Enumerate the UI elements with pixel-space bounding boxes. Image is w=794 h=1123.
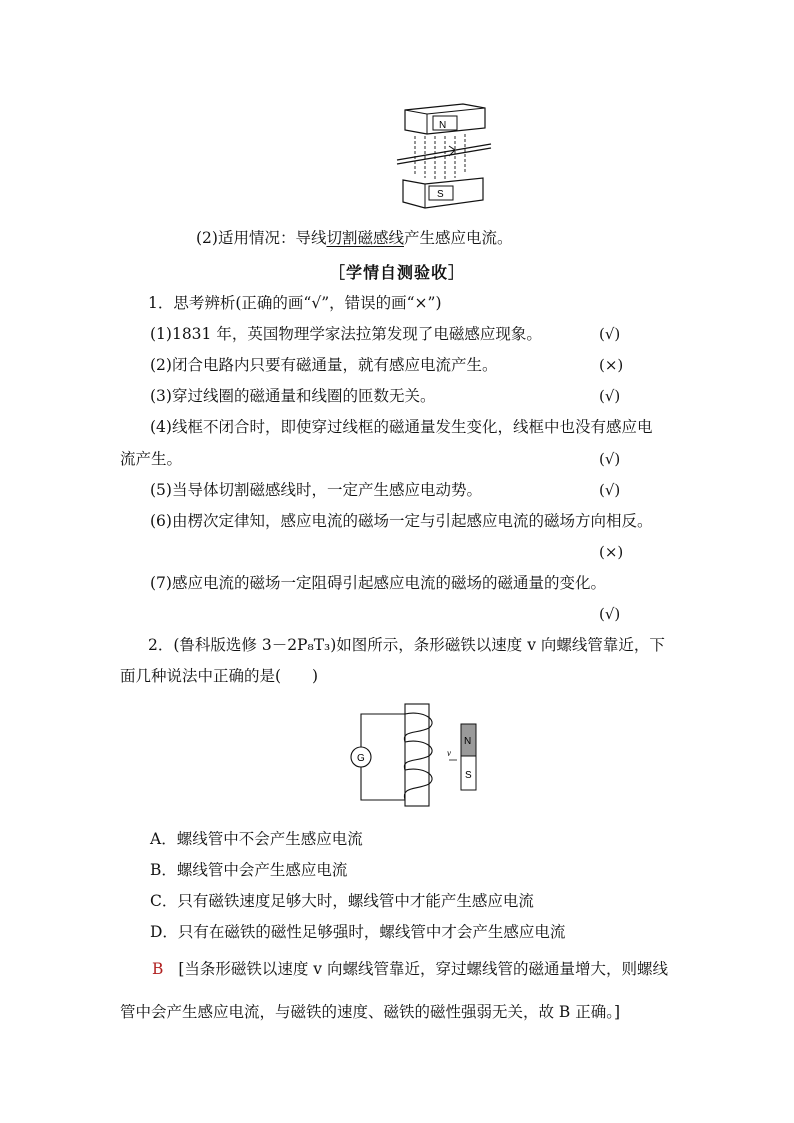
q1-intro: 1．思考辨析(正确的画“√”，错误的画“×”) bbox=[148, 294, 442, 312]
q2-option-a: A．螺线管中不会产生感应电流 bbox=[150, 830, 363, 848]
q1-item-5: (5)当导体切割磁感线时，一定产生感应电动势。 bbox=[150, 481, 482, 499]
q1-mark-3: (√) bbox=[599, 387, 621, 405]
q2-explanation-line2: 管中会产生感应电流，与磁铁的速度、磁铁的磁性强弱无关，故 B 正确。] bbox=[120, 1003, 621, 1021]
magnet-north-label: N bbox=[464, 736, 472, 747]
solenoid-circuit-figure bbox=[343, 700, 483, 810]
south-label: S bbox=[437, 189, 444, 200]
magnet-south-label: S bbox=[465, 770, 472, 781]
q1-mark-1: (√) bbox=[599, 325, 621, 343]
q2-option-c: C．只有磁铁速度足够大时，螺线管中才能产生感应电流 bbox=[150, 892, 534, 910]
q2-stem-line2: 面几种说法中正确的是( ) bbox=[120, 667, 319, 685]
q1-item-6: (6)由楞次定律知，感应电流的磁场一定与引起感应电流的磁场方向相反。 bbox=[150, 512, 653, 530]
q1-item-2: (2)闭合电路内只要有磁通量，就有感应电流产生。 bbox=[150, 356, 498, 374]
q1-item-3: (3)穿过线圈的磁通量和线圈的匝数无关。 bbox=[150, 387, 436, 405]
q1-mark-4: (√) bbox=[599, 450, 621, 468]
q1-item-7: (7)感应电流的磁场一定阻碍引起感应电流的磁场的磁通量的变化。 bbox=[150, 574, 606, 592]
answer-letter: B bbox=[152, 960, 164, 978]
q1-mark-5: (√) bbox=[599, 481, 621, 499]
q1-mark-7: (√) bbox=[599, 605, 621, 623]
q2-stem-line1: 2．(鲁科版选修 3－2P₈T₃)如图所示，条形磁铁以速度 v 向螺线管靠近，下 bbox=[148, 636, 665, 654]
q2-explanation-line1: B [当条形磁铁以速度 v 向螺线管靠近，穿过螺线管的磁通量增大，则螺线 bbox=[152, 960, 668, 978]
section-title: ［学情自测验收］ bbox=[328, 263, 465, 282]
velocity-label: v bbox=[447, 748, 451, 758]
q2-option-b: B．螺线管中会产生感应电流 bbox=[150, 861, 348, 879]
applicable-conditions: (2)适用情况：导线切割磁感线产生感应电流。 bbox=[196, 229, 513, 247]
q2-option-d: D．只有在磁铁的磁性足够强时，螺线管中才会产生感应电流 bbox=[150, 923, 566, 941]
magnet-conductor-figure bbox=[393, 100, 503, 215]
q1-item-4-cont: 流产生。 bbox=[120, 450, 183, 468]
q1-item-4: (4)线框不闭合时，即使穿过线框的磁通量发生变化，线框中也没有感应电 bbox=[150, 418, 653, 436]
q1-item-1: (1)1831 年，英国物理学家法拉第发现了电磁感应现象。 bbox=[150, 325, 542, 343]
q1-mark-6: (×) bbox=[599, 543, 624, 561]
north-label: N bbox=[439, 120, 447, 131]
q1-mark-2: (×) bbox=[599, 356, 624, 374]
galvanometer-label: G bbox=[357, 753, 365, 764]
